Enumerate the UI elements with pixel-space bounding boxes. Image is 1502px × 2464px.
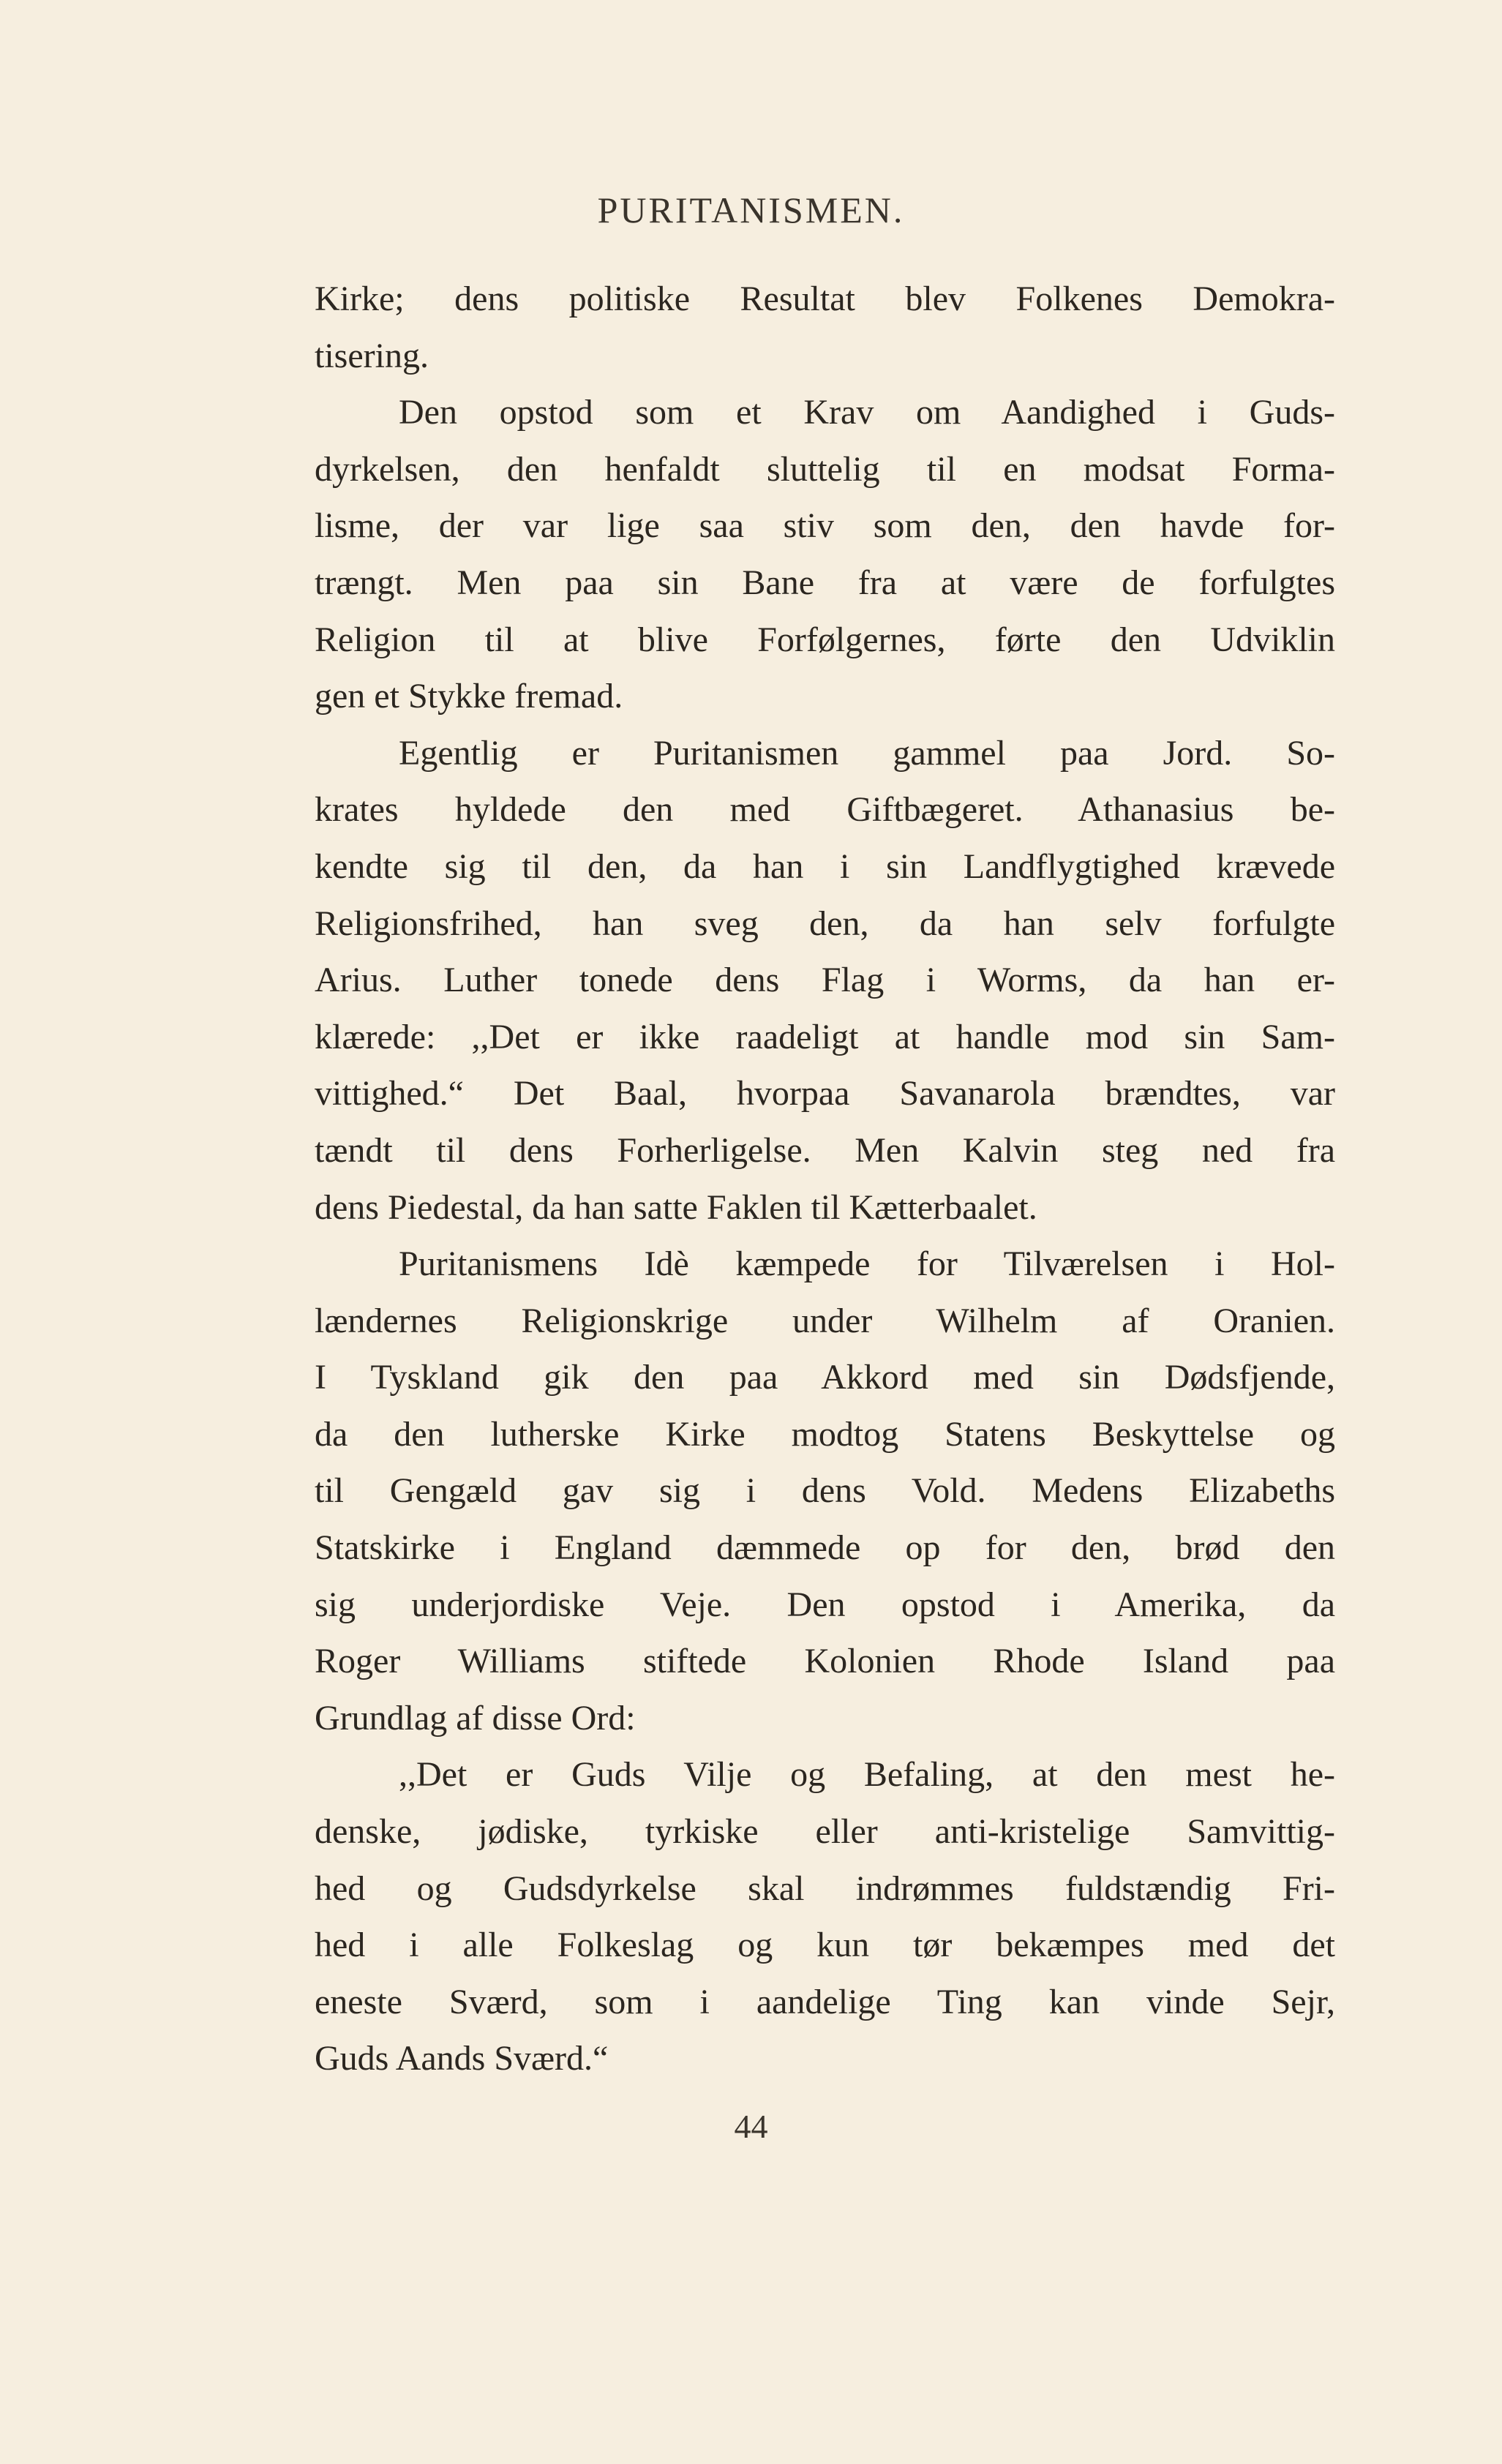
text-line: vittighed.“ Det Baal, hvorpaa Savanarola brændtes, var (315, 1074, 1335, 1113)
text-line: hed og Gudsdyrkelse skal indrømmes fuldstændig Fri- (315, 1868, 1335, 1908)
text-line: Statskirke i England dæmmede op for den, brød den (315, 1528, 1335, 1568)
text-line: I Tyskland gik den paa Akkord med sin Dødsfjende, (315, 1358, 1335, 1397)
text-line: eneste Sværd, som i aandelige Ting kan vinde Sejr, (315, 1982, 1335, 2021)
text-line: ,,Det er Guds Vilje og Befaling, at den mest he- (399, 1755, 1335, 1795)
text-line: krates hyldede den med Giftbægeret. Athanasius be- (315, 790, 1335, 830)
text-line: gen et Stykke fremad. (315, 677, 623, 716)
text-line: til Gengæld gav sig i dens Vold. Medens Elizabeths (315, 1471, 1335, 1511)
text-line: da den lutherske Kirke modtog Statens Beskyttelse og (315, 1414, 1335, 1454)
page-number: 44 (734, 2108, 768, 2145)
text-line: dens Piedestal, da han satte Faklen til Kætterbaalet. (315, 1187, 1037, 1227)
text-line: Grundlag af disse Ord: (315, 1698, 636, 1738)
text-line: Kirke; dens politiske Resultat blev Folkenes Demokra- (315, 279, 1335, 318)
body-text (315, 271, 1335, 2087)
text-line: kendte sig til den, da han i sin Landflygtighed krævede (315, 846, 1335, 886)
text-line: lisme, der var lige saa stiv som den, den havde for- (315, 506, 1335, 546)
text-line: tændt til dens Forherligelse. Men Kalvin steg ned fra (315, 1130, 1335, 1170)
text-line: Religion til at blive Forfølgernes, førte den Udviklin (315, 620, 1335, 659)
text-line: lændernes Religionskrige under Wilhelm af Oranien. (315, 1301, 1335, 1340)
text-line: klærede: ,,Det er ikke raadeligt at handle mod sin Sam- (315, 1017, 1335, 1056)
text-line: Arius. Luther tonede dens Flag i Worms, da han er- (315, 961, 1335, 1000)
text-line: Den opstod som et Krav om Aandighed i Guds- (399, 393, 1335, 432)
running-head: PURITANISMEN. (597, 189, 905, 230)
text-line: Egentlig er Puritanismen gammel paa Jord. So- (399, 733, 1335, 773)
text-line: denske, jødiske, tyrkiske eller anti-kristelige Samvittig- (315, 1812, 1335, 1852)
text-line: Puritanismens Idè kæmpede for Tilværelsen i Hol- (399, 1244, 1335, 1284)
text-line: dyrkelsen, den henfaldt sluttelig til en modsat Forma- (315, 449, 1335, 489)
text-line: Religionsfrihed, han sveg den, da han selv forfulgte (315, 904, 1335, 943)
text-line: tisering. (315, 336, 429, 375)
text-line: Roger Williams stiftede Kolonien Rhode Island paa (315, 1642, 1335, 1681)
text-line: hed i alle Folkeslag og kun tør bekæmpes med det (315, 1926, 1335, 1965)
text-line: trængt. Men paa sin Bane fra at være de forfulgtes (315, 563, 1335, 602)
text-line: sig underjordiske Veje. Den opstod i Amerika, da (315, 1585, 1335, 1624)
text-line: Guds Aands Sværd.“ (315, 2039, 609, 2078)
